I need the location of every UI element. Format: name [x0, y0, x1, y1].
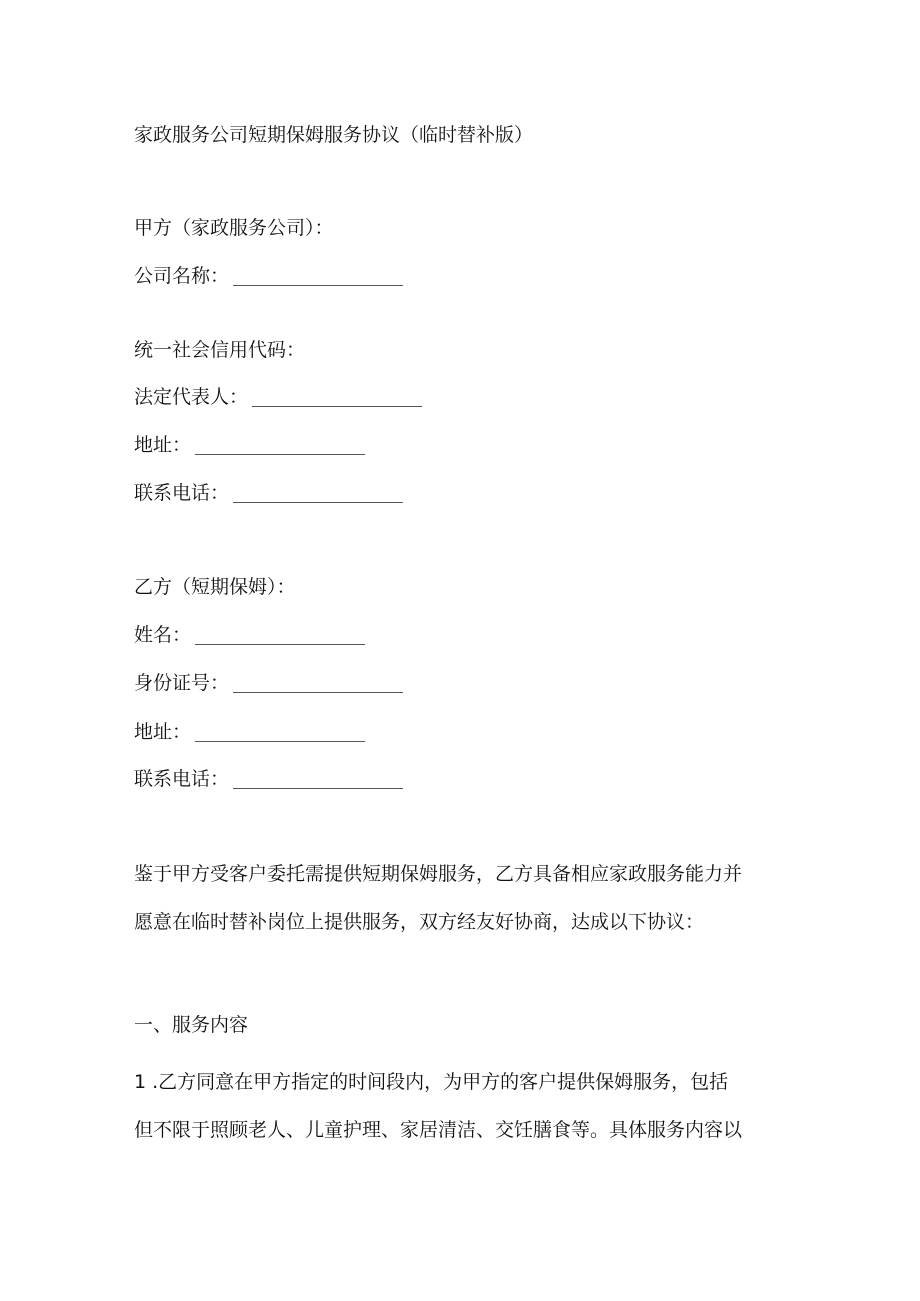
- preamble-paragraph: [134, 850, 774, 946]
- legal-rep-label: 法定代表人：: [134, 386, 249, 408]
- preamble-line: 鉴于甲方受客户委托需提供短期保姆服务，乙方具备相应家政服务能力并: [134, 863, 743, 885]
- party-b-id-label: 身份证号：: [134, 672, 230, 694]
- party-b-id-row: [134, 670, 403, 696]
- preamble-line: 愿意在临时替补岗位上提供服务，双方经友好协商，达成以下协议：: [134, 911, 705, 933]
- legal-rep-row: [134, 384, 422, 410]
- party-a-phone-row: [134, 480, 403, 506]
- party-b-name-label: 姓名：: [134, 624, 192, 646]
- party-a-address-blank: [195, 434, 365, 455]
- party-a-phone-label: 联系电话：: [134, 482, 230, 504]
- clause-line: 1 .乙方同意在甲方指定的时间段内，为甲方的客户提供保姆服务，包括: [134, 1071, 729, 1093]
- party-b-name-blank: [195, 624, 365, 645]
- section-1-heading: 一、服务内容: [134, 1014, 249, 1036]
- party-b-id-blank: [233, 672, 403, 693]
- document-title: 家政服务公司短期保姆服务协议（临时替补版）: [134, 124, 534, 146]
- party-b-heading: 乙方（短期保姆）：: [134, 576, 296, 598]
- party-b-address-row: [134, 719, 365, 745]
- party-b-address-blank: [195, 721, 365, 742]
- party-a-address-row: [134, 432, 365, 458]
- party-b-address-label: 地址：: [134, 721, 192, 743]
- clause-line: 但不限于照顾老人、儿童护理、家居清洁、交饪膳食等。具体服务内容以: [134, 1119, 743, 1141]
- party-a-phone-blank: [233, 482, 403, 503]
- party-b-phone-label: 联系电话：: [134, 768, 230, 790]
- party-a-address-label: 地址：: [134, 434, 192, 456]
- credit-code-row: [134, 337, 305, 363]
- legal-rep-blank: [252, 386, 422, 407]
- company-name-label: 公司名称：: [134, 265, 230, 287]
- clause-1-paragraph: [134, 1058, 774, 1154]
- party-a-heading: 甲方（家政服务公司）：: [134, 217, 334, 239]
- company-name-row: [134, 263, 403, 289]
- party-b-name-row: [134, 622, 365, 648]
- company-name-blank: [233, 265, 403, 286]
- credit-code-label: 统一社会信用代码：: [134, 339, 306, 361]
- party-b-phone-blank: [233, 768, 403, 789]
- party-b-phone-row: [134, 766, 403, 792]
